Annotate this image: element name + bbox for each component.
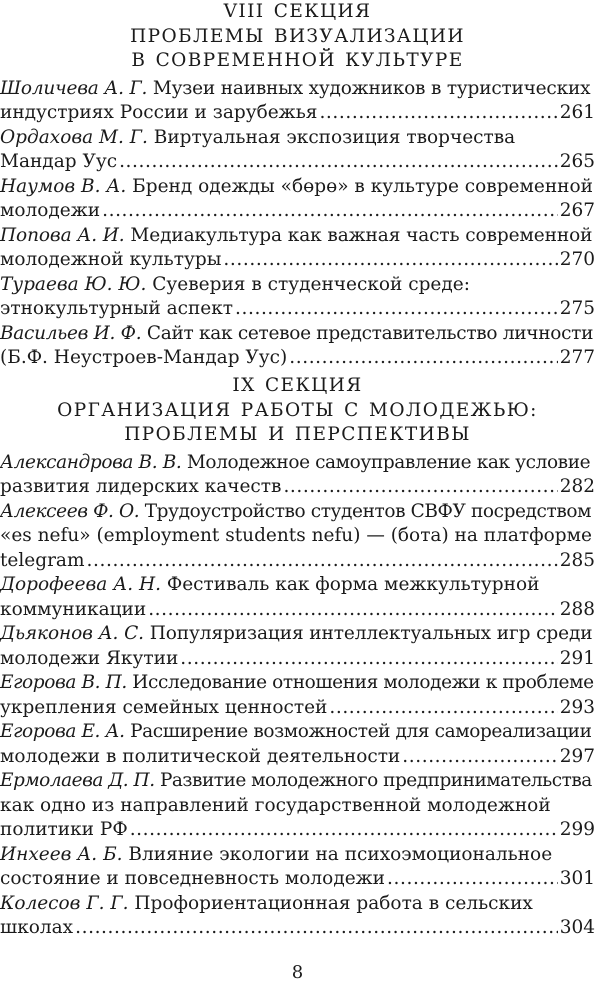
- entry-line: [0, 892, 595, 917]
- entry-list: [0, 451, 595, 941]
- entry-author: Егорова Е. А.: [0, 721, 125, 742]
- entry-title-text: Бренд одежды «бөрө» в культуре современной: [126, 175, 593, 197]
- dot-leader: [119, 150, 558, 175]
- entry-line: [0, 671, 595, 696]
- entry-line: [0, 720, 595, 745]
- entry-author: Александрова В. В.: [0, 451, 182, 473]
- entry-line: [0, 794, 595, 819]
- entry-line: [0, 769, 595, 794]
- entry-last-line: [0, 598, 595, 623]
- entry-author: Тураева Ю. Ю.: [0, 273, 147, 295]
- section-heading: [0, 0, 595, 74]
- section-viii: [0, 0, 595, 371]
- toc-entry: [0, 500, 595, 574]
- entry-last-line: [0, 867, 595, 892]
- entry-last-line: [0, 916, 595, 941]
- entry-title-tail: коммуникации: [0, 598, 147, 620]
- entry-title-tail: молодежи Якутии: [0, 647, 179, 669]
- entry-author: Попова А. И.: [0, 224, 125, 246]
- toc-entry: [0, 720, 595, 769]
- entry-title-text: Фестиваль как форма межкультурной: [161, 574, 540, 595]
- toc-entry: [0, 451, 595, 500]
- entry-title-text: Трудоустройство студентов СВФУ посредством: [139, 500, 592, 522]
- entry-title-tail: развития лидерских качеств: [0, 476, 282, 497]
- entry-line: [0, 273, 595, 298]
- entry-author: Дорофеева А. Н.: [0, 574, 161, 595]
- entry-author: Егорова В. П.: [0, 672, 127, 693]
- entry-title-text: «es nefu» (employment students nefu) — (бота) на платформе: [0, 525, 592, 546]
- toc-entry: [0, 573, 595, 622]
- entry-title-tail: состояние и повседневность молодежи: [0, 868, 386, 889]
- entry-title-text: Виртуальная экспозиция творчества: [147, 126, 516, 148]
- entry-page-number: 291: [559, 647, 595, 669]
- entry-page-number: 267: [559, 200, 595, 221]
- entry-last-line: [0, 101, 595, 126]
- entry-title-tail: молодежной культуры: [0, 249, 222, 270]
- dot-leader: [289, 346, 557, 371]
- entry-title-tail: молодежи в политической деятельности: [0, 745, 401, 767]
- entry-line: [0, 175, 595, 200]
- dot-leader: [223, 248, 557, 273]
- toc-entry: [0, 671, 595, 720]
- toc-entry: [0, 322, 595, 371]
- entry-list: [0, 77, 595, 371]
- entry-last-line: [0, 475, 595, 500]
- entry-title-text: Молодежное самоуправление как условие: [181, 451, 591, 473]
- entry-author: Шоличева А. Г.: [0, 77, 148, 99]
- entry-line: [0, 126, 595, 151]
- entry-line: [0, 573, 595, 598]
- entry-title-tail: Мандар Уус: [0, 151, 118, 172]
- entry-last-line: [0, 696, 595, 721]
- entry-line: [0, 451, 595, 476]
- entry-author: Ордахова М. Г.: [0, 126, 148, 148]
- entry-line: [0, 500, 595, 525]
- entry-page-number: 304: [559, 917, 595, 938]
- dot-leader: [130, 818, 558, 843]
- entry-page-number: 265: [559, 151, 595, 172]
- entry-title-text: Влияние экологии на психоэмоциональное: [122, 843, 553, 865]
- entry-title-tail: молодежи: [0, 200, 101, 221]
- entry-title-tail: политики РФ: [0, 819, 128, 840]
- entry-last-line: [0, 346, 595, 371]
- dot-leader: [180, 647, 557, 672]
- entry-line: [0, 77, 595, 102]
- toc-entry: [0, 273, 595, 322]
- entry-page-number: 285: [559, 549, 595, 571]
- entry-author: Наумов В. А.: [0, 175, 127, 197]
- entry-last-line: [0, 199, 595, 224]
- entry-page-number: 277: [559, 347, 595, 368]
- entry-page-number: 261: [559, 102, 595, 123]
- section-title-line-2: В СОВРЕМЕННОЙ КУЛЬТУРЕ: [131, 50, 464, 71]
- dot-leader: [102, 199, 558, 224]
- entry-title-text: Расширение возможностей для самореализации: [124, 721, 592, 742]
- toc-entry: [0, 224, 595, 273]
- entry-title-text: Музеи наивных художников в туристических: [147, 77, 591, 99]
- dot-leader: [387, 867, 558, 892]
- entry-last-line: [0, 647, 595, 672]
- entry-author: Ермолаева Д. П.: [0, 770, 155, 791]
- entry-line: [0, 224, 595, 249]
- toc-entry: [0, 175, 595, 224]
- entry-title-text: Суеверия в студенческой среде:: [146, 273, 470, 295]
- section-title-line-1: ОРГАНИЗАЦИЯ РАБОТЫ С МОЛОДЕЖЬЮ:: [57, 399, 538, 421]
- section-number: IX СЕКЦИЯ: [232, 375, 363, 396]
- dot-leader: [283, 475, 557, 500]
- entry-last-line: [0, 150, 595, 175]
- entry-page-number: 275: [559, 298, 595, 319]
- entry-last-line: [0, 745, 595, 770]
- entry-author: Инхеев А. Б.: [0, 843, 123, 865]
- entry-author: Дьяконов А. С.: [0, 623, 144, 644]
- entry-title-text: Сайт как сетевое представительство личности: [141, 322, 594, 344]
- entry-line: [0, 622, 595, 647]
- entry-title-text: Медиакультура как важная часть современной: [124, 224, 593, 246]
- entry-line: [0, 322, 595, 347]
- dot-leader: [75, 916, 558, 941]
- entry-title-tail: этнокультурный аспект: [0, 298, 234, 319]
- entry-author: Васильев И. Ф.: [0, 322, 142, 344]
- dot-leader: [235, 297, 558, 322]
- entry-last-line: [0, 549, 595, 574]
- toc-entry: [0, 892, 595, 941]
- section-title-line-2: ПРОБЛЕМЫ И ПЕРСПЕКТИВЫ: [124, 424, 471, 445]
- section-heading: [0, 374, 595, 448]
- dot-leader: [329, 696, 557, 721]
- entry-line: [0, 843, 595, 868]
- page-number: 8: [291, 962, 304, 983]
- entry-last-line: [0, 818, 595, 843]
- entry-title-text: Исследование отношения молодежи к проблеме: [126, 672, 594, 693]
- entry-title-text: как одно из направлений государственной молодежной: [0, 794, 551, 816]
- entry-title-tail: telegram: [0, 549, 85, 571]
- entry-title-tail: (Б.Ф. Неустроев-Мандар Уус): [0, 347, 288, 368]
- dot-leader: [319, 101, 557, 126]
- entry-last-line: [0, 248, 595, 273]
- entry-page-number: 282: [559, 476, 595, 497]
- entry-title-tail: индустриях России и зарубежья: [0, 102, 318, 123]
- entry-title-text: Популяризация интеллектуальных игр среди: [143, 623, 593, 644]
- entry-title-text: Развитие молодежного предпринимательства: [154, 770, 592, 791]
- section-ix: [0, 374, 595, 941]
- dot-leader: [87, 549, 558, 574]
- toc-entry: [0, 126, 595, 175]
- entry-page-number: 297: [559, 745, 595, 767]
- entry-author: Алексеев Ф. О.: [0, 500, 140, 522]
- entry-page-number: 288: [559, 598, 595, 620]
- entry-title-tail: школах: [0, 917, 74, 938]
- entry-page-number: 301: [559, 868, 595, 889]
- section-number: VIII СЕКЦИЯ: [223, 1, 372, 22]
- entry-last-line: [0, 297, 595, 322]
- entry-title-text: Профориентационная работа в сельских: [128, 892, 533, 914]
- entry-page-number: 293: [559, 696, 595, 718]
- toc-entry: [0, 622, 595, 671]
- toc-entry: [0, 843, 595, 892]
- toc-entry: [0, 769, 595, 843]
- entry-title-tail: укрепления семейных ценностей: [0, 696, 328, 718]
- toc-entry: [0, 77, 595, 126]
- entry-page-number: 270: [559, 249, 595, 270]
- dot-leader: [148, 598, 558, 623]
- section-title-line-1: ПРОБЛЕМЫ ВИЗУАЛИЗАЦИИ: [130, 25, 465, 47]
- entry-page-number: 299: [559, 819, 595, 840]
- entry-author: Колесов Г. Г.: [0, 892, 129, 914]
- dot-leader: [402, 745, 557, 770]
- entry-line: [0, 524, 595, 549]
